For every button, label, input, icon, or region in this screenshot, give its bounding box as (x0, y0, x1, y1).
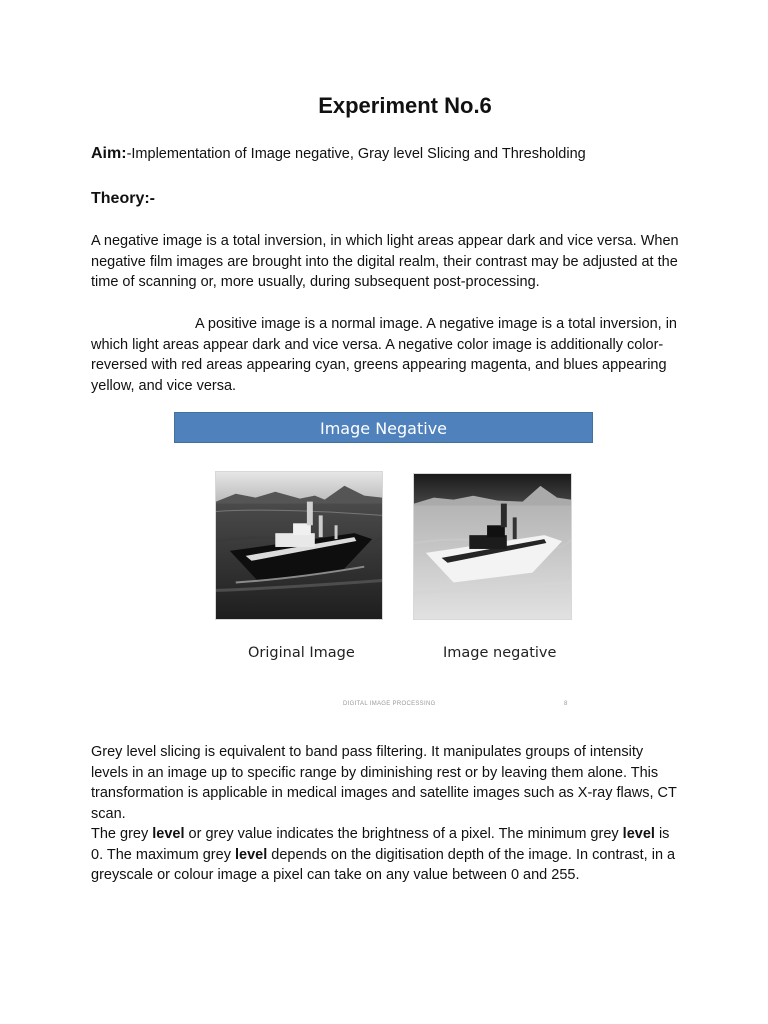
bold-term-level: level (622, 826, 655, 842)
theory-heading: Theory:- (91, 190, 155, 207)
negative-ship-image (413, 473, 572, 620)
aim-line (91, 145, 586, 163)
paragraph-grey-level-definition (91, 824, 681, 886)
original-ship-image (215, 471, 383, 620)
slide-page-number: 8 (564, 701, 568, 707)
bold-term-level: level (152, 826, 185, 842)
text-run: or grey value indicates the brightness of a pixel. The minimum grey (184, 826, 623, 842)
caption-image-negative: Image negative (443, 645, 557, 661)
page-title: Experiment No.6 (318, 93, 492, 118)
aim-text: -Implementation of Image negative, Gray level Slicing and Thresholding (126, 146, 586, 162)
figure-banner: Image Negative (174, 412, 593, 443)
text-run: is 0. The maximum grey (91, 826, 670, 863)
aim-label: Aim: (91, 145, 127, 162)
caption-original-image: Original Image (248, 645, 355, 661)
original-ship-picture (216, 472, 382, 619)
slide-footer-title: DIGITAL IMAGE PROCESSING (343, 701, 436, 707)
text-run: depends on the digitisation depth of the image. In contrast, in a greyscale or colour image a pixel can take on any value between 0 and 255. (91, 846, 676, 883)
paragraph-positive-negative: A positive image is a normal image. A negative image is a total inversion, in which light areas appear dark and vice versa. A negative color image is additionally color-reversed with red areas appearing cyan, greens appearing magenta, and blues appearing yellow, and vice versa. (91, 316, 677, 394)
bold-term-level: level (234, 846, 268, 863)
negative-ship-picture (414, 474, 571, 619)
text-run: The grey (91, 826, 153, 842)
paragraph-negative-intro: A negative image is a total inversion, in which light areas appear dark and vice versa. When negative film images are brought into the digital realm, their contrast may be adjusted at the time of scanning or, more usually, during subsequent post-processing. (91, 233, 679, 290)
paragraph-grey-level-slicing: Grey level slicing is equivalent to band pass filtering. It manipulates groups of intensity levels in an image up to specific range by diminishing rest or by leaving them alone. This transformation is applicable in medical images and satellite images such as X-ray flaws, CT scan. (91, 744, 677, 822)
image-negative-figure (170, 405, 600, 715)
